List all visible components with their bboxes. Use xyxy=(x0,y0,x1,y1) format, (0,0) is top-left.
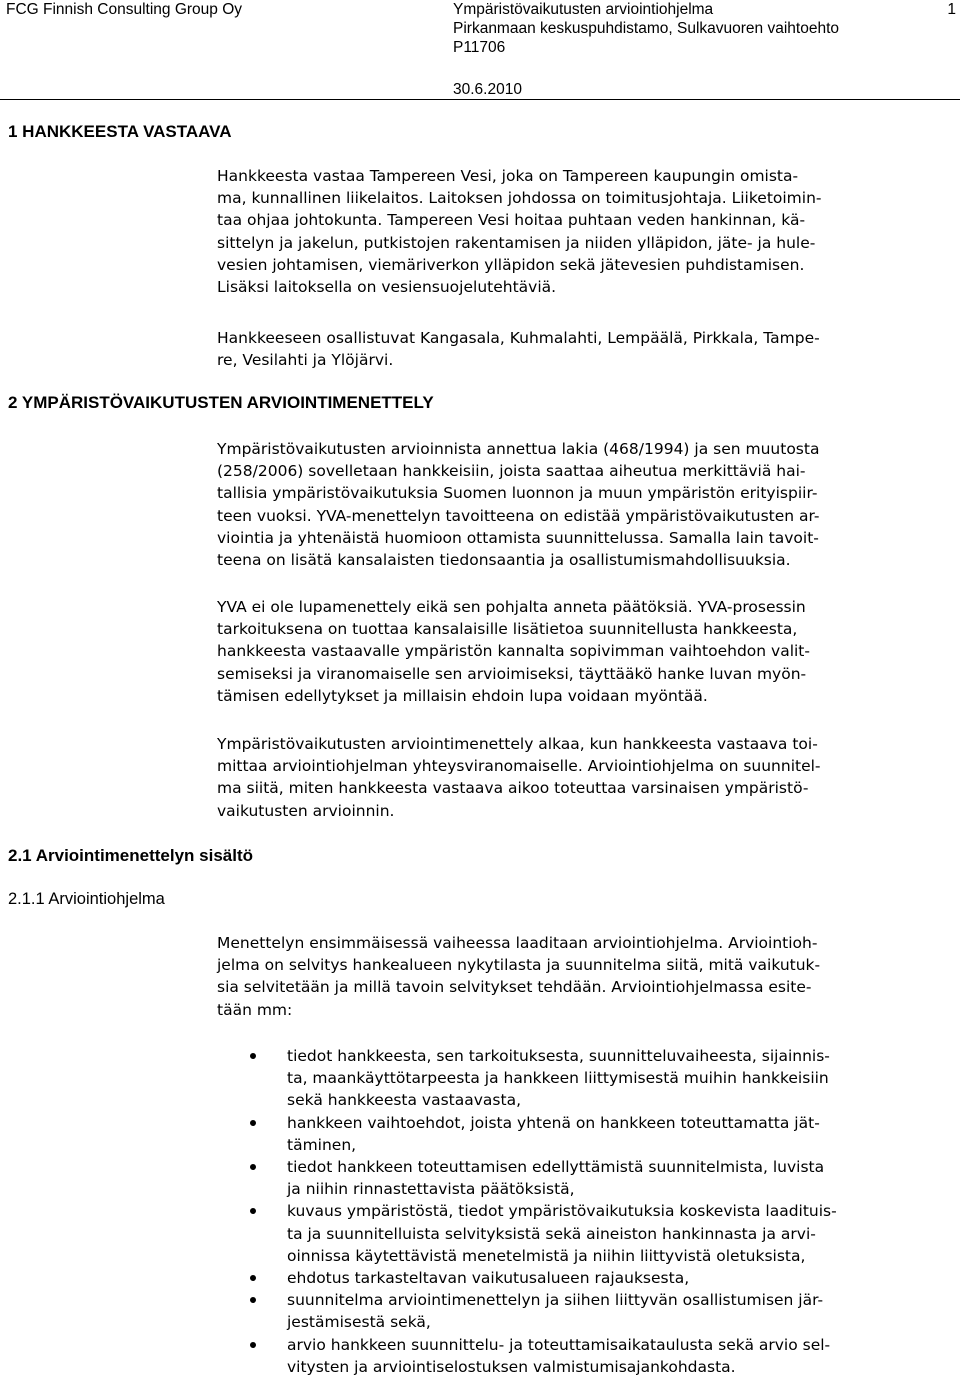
list-item xyxy=(217,1045,955,1112)
section2-1-paragraph-1 xyxy=(217,932,955,1021)
text-line: tarkoituksena on tuottaa kansalaisille lisätietoa suunnitellusta hankkeesta, xyxy=(217,620,798,639)
text-line: kuvaus ympäristöstä, tiedot ympäristövaikutuksia koskevista laadituis- xyxy=(287,1202,837,1221)
bullet-icon xyxy=(250,1275,256,1281)
list-item xyxy=(217,1156,955,1200)
text-line: jelma on selvitys hankealueen nykytilasta ja suunnitelma siitä, mitä vaikutuk- xyxy=(217,956,821,975)
text-line: Hankkeesta vastaa Tampereen Vesi, joka on Tampereen kaupungin omista- xyxy=(217,167,799,185)
text-line: viointia ja yhtenäistä huomioon ottamista suunnittelussa. Samalla lain tavoit- xyxy=(217,528,819,547)
section2-paragraph-1 xyxy=(217,438,955,571)
text-line: tään mm: xyxy=(217,1000,293,1019)
section1-paragraph-2 xyxy=(217,327,955,371)
text-line: hankkeen vaihtoehdot, joista yhtenä on hankkeen toteuttamatta jät- xyxy=(287,1113,820,1132)
text-line: tiedot hankkeen toteuttamisen edellyttämistä suunnitelmista, luvista xyxy=(287,1158,825,1177)
text-line: vitysten ja arviointiselostuksen valmistumisajankohdasta. xyxy=(287,1357,736,1376)
text-line: mittaa arviointiohjelman yhteysviranomaiselle. Arviointiohjelma on suunnitel- xyxy=(217,757,821,776)
content-bullet-list xyxy=(217,1045,955,1378)
header-date: 30.6.2010 xyxy=(453,81,522,98)
section2-paragraph-2 xyxy=(217,596,955,707)
text-line: arvio hankkeen suunnittelu- ja toteuttamisaikataulusta sekä arvio sel- xyxy=(287,1335,831,1354)
text-line: (258/2006) sovelletaan hankkeisiin, joista saattaa aiheutua merkittäviä hai- xyxy=(217,462,806,481)
text-line: oinnissa käytettävistä menetelmistä ja niihin liittyvistä oletuksista, xyxy=(287,1246,806,1265)
list-item xyxy=(217,1289,955,1333)
text-line: suunnitelma arviointimenettelyn ja siihen liittyvän osallistumisen jär- xyxy=(287,1291,824,1310)
text-line: ma, kunnallinen liikelaitos. Laitoksen johdossa on toimitusjohtaja. Liiketoimin- xyxy=(217,189,822,208)
bullet-icon xyxy=(250,1053,256,1059)
text-line: YVA ei ole lupamenettely eikä sen pohjalta anneta päätöksiä. YVA-prosessin xyxy=(217,598,806,616)
text-line: ta ja suunnitelluista selvityksistä sekä aineiston hankinnasta ja arvi- xyxy=(287,1224,816,1243)
subsubsection-heading-arviointiohjelma: 2.1.1 Arviointiohjelma xyxy=(8,890,165,908)
text-line: teen vuoksi. YVA-menettelyn tavoitteena on edistää ympäristövaikutusten ar- xyxy=(217,506,820,525)
text-line: semiseksi ja viranomaiselle sen arvioimiseksi, täyttääkö hanke luvan myön- xyxy=(217,664,807,683)
list-item xyxy=(217,1334,955,1378)
bullet-icon xyxy=(250,1120,256,1126)
section1-paragraph-1 xyxy=(217,165,955,298)
text-line: teena on lisätä kansalaisten tiedonsaantia ja osallistumismahdollisuuksia. xyxy=(217,551,791,570)
text-line: hankkeesta vastaavalle ympäristön kannalta sopivimman vaihtoehdon valit- xyxy=(217,642,810,661)
text-line: Menettelyn ensimmäisessä vaiheessa laaditaan arviointiohjelma. Arviointioh- xyxy=(217,934,818,952)
header-company: FCG Finnish Consulting Group Oy xyxy=(6,1,243,18)
text-line: Hankkeeseen osallistuvat Kangasala, Kuhmalahti, Lempäälä, Pirkkala, Tampe- xyxy=(217,329,820,347)
text-line: vaikutusten arvioinnin. xyxy=(217,801,395,820)
text-line: sittelyn ja jakelun, putkistojen rakentamisen ja niiden ylläpidon, jäte- ja hule- xyxy=(217,233,816,252)
text-line: Ympäristövaikutusten arviointimenettely alkaa, kun hankkeesta vastaava toi- xyxy=(217,735,818,753)
text-line: re, Vesilahti ja Ylöjärvi. xyxy=(217,351,394,370)
text-line: taa ohjaa johtokunta. Tampereen Vesi hoitaa puhtaan veden hankinnan, kä- xyxy=(217,211,806,230)
bullet-icon xyxy=(250,1342,256,1348)
text-line: vesien johtamisen, viemäriverkon ylläpidon sekä jätevesien puhdistamisen. xyxy=(217,255,805,274)
list-item xyxy=(217,1112,955,1156)
text-line: sekä hankkeesta vastaavasta, xyxy=(287,1091,522,1110)
header-rule xyxy=(0,99,960,100)
page-number: 1 xyxy=(947,1,956,18)
text-line: tallisia ympäristövaikutuksia Suomen luonnon ja muun ympäristön erityispiir- xyxy=(217,484,818,503)
text-line: jestämisestä sekä, xyxy=(287,1313,431,1332)
text-line: täminen, xyxy=(287,1135,357,1154)
bullet-icon xyxy=(250,1164,256,1170)
text-line: tämisen edellytykset ja millaisin ehdoin lupa voidaan myöntää. xyxy=(217,686,708,705)
list-item xyxy=(217,1267,955,1289)
text-line: ja niihin rinnastettavista päätöksistä, xyxy=(287,1180,575,1199)
text-line: ma siitä, miten hankkeesta vastaava aikoo toteuttaa varsinaisen ympäristö- xyxy=(217,779,809,798)
text-line: tiedot hankkeesta, sen tarkoituksesta, suunnitteluvaiheesta, sijainnis- xyxy=(287,1047,830,1065)
header-document-title xyxy=(453,0,839,57)
header-title-line: Ympäristövaikutusten arviointiohjelma xyxy=(453,1,714,18)
subsection-heading-arviointimenettelyn-sisalto: 2.1 Arviointimenettelyn sisältö xyxy=(8,846,253,865)
list-item xyxy=(217,1200,955,1267)
bullet-icon xyxy=(250,1208,256,1214)
bullet-icon xyxy=(250,1297,256,1303)
text-line: Ympäristövaikutusten arvioinnista annettua lakia (468/1994) ja sen muutosta xyxy=(217,440,820,458)
text-line: Lisäksi laitoksella on vesiensuojelutehtäviä. xyxy=(217,278,557,297)
text-line: sia selvitetään ja millä tavoin selvitykset tehdään. Arviointiohjelmassa esite- xyxy=(217,978,812,997)
section-heading-arviointimenettely: 2 YMPÄRISTÖVAIKUTUSTEN ARVIOINTIMENETTELY xyxy=(8,393,434,412)
text-line: ta, maankäyttötarpeesta ja hankkeen liittymisestä muihin hankkeisiin xyxy=(287,1069,829,1088)
section2-paragraph-3 xyxy=(217,733,955,822)
text-line: ehdotus tarkasteltavan vaikutusalueen rajauksesta, xyxy=(287,1269,690,1288)
header-title-line: P11706 xyxy=(453,39,506,56)
header-title-line: Pirkanmaan keskuspuhdistamo, Sulkavuoren vaihtoehto xyxy=(453,20,840,37)
section-heading-hankkeesta-vastaava: 1 HANKKEESTA VASTAAVA xyxy=(8,122,232,141)
